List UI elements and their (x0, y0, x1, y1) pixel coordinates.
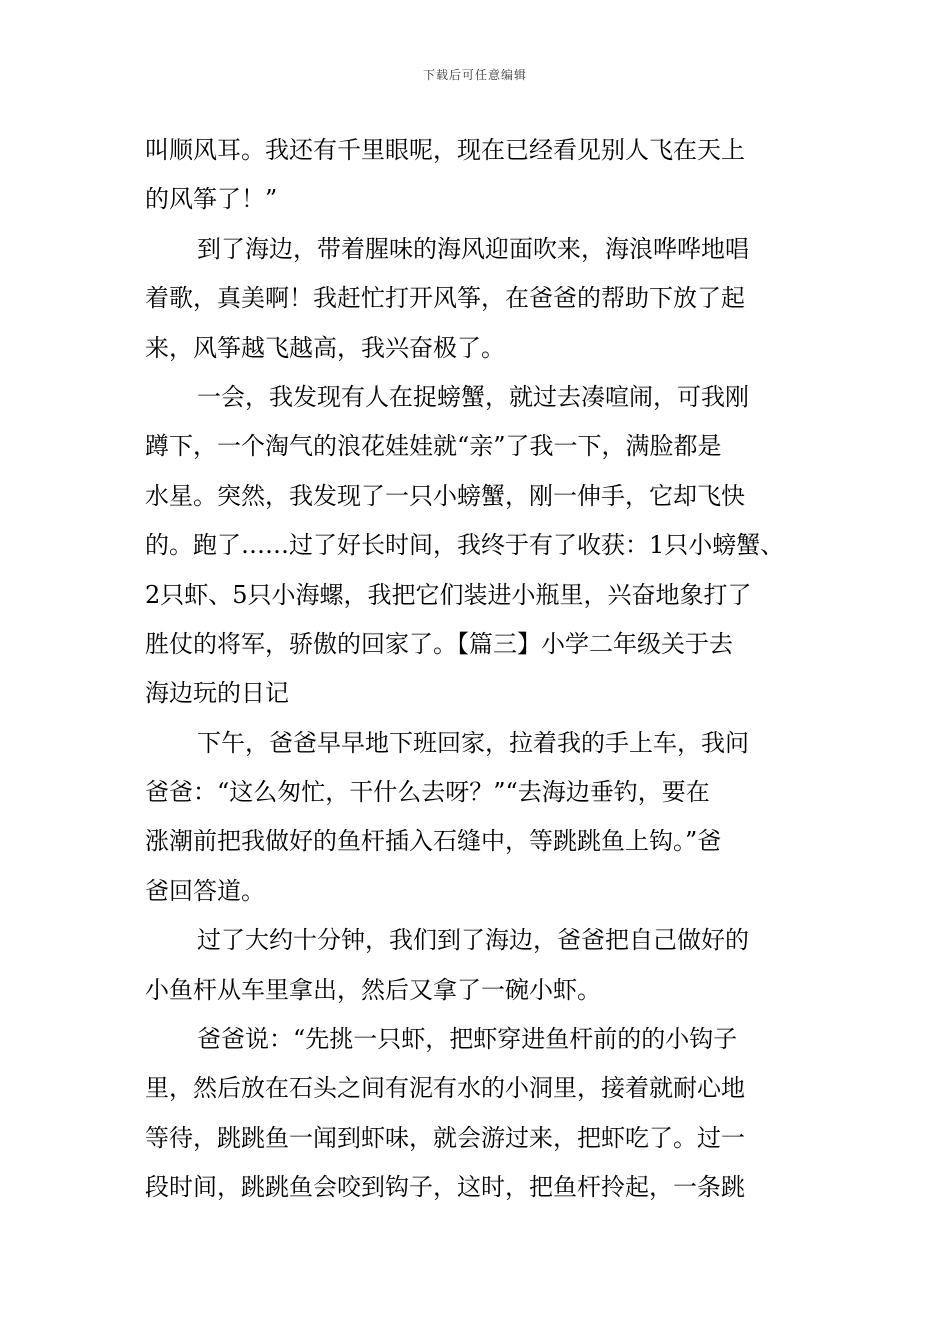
text-line: 爸爸：“这么匆忙，干什么去呀？”“去海边垂钓，要在 (145, 778, 710, 807)
text-line: 段时间，跳跳鱼会咬到钩子，这时，把鱼杆拎起，一条跳 (145, 1173, 745, 1202)
text-line: 的风筝了！” (145, 185, 278, 214)
text-line: 等待，跳跳鱼一闻到虾味，就会游过来，把虾吃了。过一 (145, 1123, 745, 1152)
text-line: 胜仗的将军，骄傲的回家了。【篇三】小学二年级关于去 (145, 629, 733, 658)
text-line: 小鱼杆从车里拿出，然后又拿了一碗小虾。 (145, 975, 601, 1004)
text-line: 到了海边，带着腥味的海风迎面吹来，海浪哗哗地唱 (197, 234, 749, 263)
text-line: 2只虾、5只小海螺，我把它们装进小瓶里，兴奋地象打了 (145, 580, 752, 609)
text-line: 一会，我发现有人在捉螃蟹，就过去凑喧闹，可我刚 (197, 382, 749, 411)
text-line: 过了大约十分钟，我们到了海边，爸爸把自己做好的 (197, 926, 749, 955)
text-line: 海边玩的日记 (145, 679, 289, 708)
text-line: 来，风筝越飞越高，我兴奋极了。 (145, 333, 505, 362)
document-body (145, 126, 815, 1213)
text-line: 涨潮前把我做好的鱼杆插入石缝中，等跳跳鱼上钩。”爸 (145, 827, 722, 856)
text-line: 水星。突然，我发现了一只小螃蟹，刚一伸手，它却飞快 (145, 481, 745, 510)
text-line: 的。跑了……过了好长时间，我终于有了收获：1只小螃蟹、 (145, 531, 785, 560)
text-line: 里，然后放在石头之间有泥有水的小洞里，接着就耐心地 (145, 1074, 745, 1103)
text-line: 叫顺风耳。我还有千里眼呢，现在已经看见别人飞在天上 (145, 136, 745, 164)
text-line: 爸爸说：“先挑一只虾，把虾穿进鱼杆前的的小钩子 (197, 1025, 738, 1054)
text-line: 蹲下，一个淘气的浪花娃娃就“亲”了我一下，满脸都是 (145, 432, 722, 461)
text-line: 下午，爸爸早早地下班回家，拉着我的手上车，我问 (197, 728, 749, 757)
text-line: 爸回答道。 (145, 876, 265, 905)
text-line: 着歌，真美啊！我赶忙打开风筝，在爸爸的帮助下放了起 (145, 284, 745, 313)
header-note: 下载后可任意编辑 (422, 68, 527, 82)
